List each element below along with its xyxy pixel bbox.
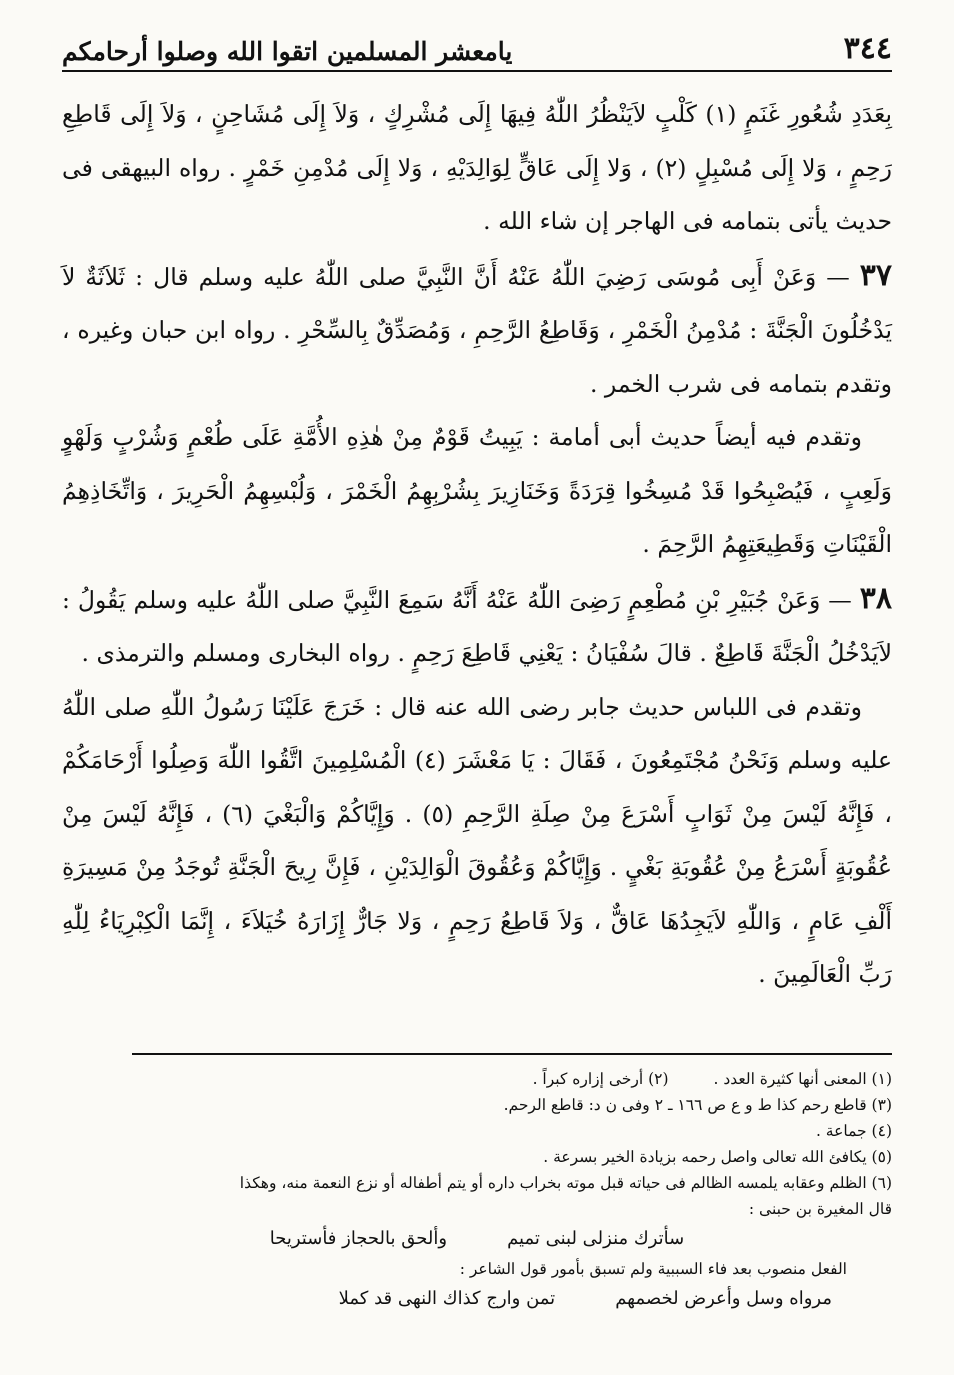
footnote-6: (٦) الظلم وعقابه يلمسه الظالم فى حياته قبل موته بخراب داره أو يتم أطفاله أو نزع النعمة منه، وهكذا <box>239 1174 892 1192</box>
running-title: يامعشر المسلمين اتقوا الله وصلوا أرحامكم <box>62 37 513 66</box>
verse-1-hemistich-1: سأترك منزلى لبنى تميم <box>507 1228 685 1249</box>
footnote-4: (٤) جماعة . <box>815 1122 892 1140</box>
footnote-1: (١) المعنى أنها كثيرة العدد . <box>713 1070 892 1088</box>
main-text <box>62 88 892 1002</box>
paragraph-hadith-37 <box>62 249 892 412</box>
verse-2-hemistich-2: تمن وارج كذاك النهى قد كملا <box>338 1288 556 1309</box>
footnote-divider <box>132 1053 892 1055</box>
paragraph-hadith-38 <box>62 572 892 681</box>
page-header <box>62 28 892 72</box>
verse-2 <box>62 1282 892 1316</box>
paragraph-3: وتقدم فيه أيضاً حديث أبى أمامة : يَبِيتُ قَوْمٌ مِنْ هٰذِهِ الأُمَّةِ عَلَى طُعْمٍ وَشُرْبٍ وَلَهْوٍ وَلَعِبٍ ، فَيُصْبِحُوا قَدْ مُسِخُوا قِرَدَةً وَخَنَازِيرَ بِشُرْبِهِمُ الْخَمْرَ ، وَلُبْسِهِمُ الْحَرِيرَ ، وَاتِّخَاذِهِمُ الْقَيْنَاتِ وَقَطِيعَتِهِمُ الرَّحِمَ . <box>62 423 892 558</box>
footnote-2: (٢) أرخى إزاره كبراً . <box>532 1070 669 1088</box>
footnote-3: (٣) قاطع رحم كذا ط و ع ص ١٦٦ ـ ٢ وفى ن د: قاطع الرحم. <box>503 1096 892 1114</box>
verse-1-hemistich-2: وألحق بالحجاز فأستريحا <box>269 1228 448 1249</box>
verse-2-hemistich-1: مرواه وسل وأعرض لخصمهم <box>615 1288 832 1309</box>
verse-1 <box>62 1222 892 1256</box>
footnote-6-cont: قال المغيرة بن حبنى : <box>748 1200 892 1218</box>
hadith-number-38: ٣٨ <box>859 580 892 616</box>
footnote-5: (٥) يكافئ الله تعالى واصل رحمه بزيادة الخير بسرعة . <box>543 1148 892 1166</box>
hadith-37-text: — وَعَنْ أَبِى مُوسَى رَضِيَ اللّٰهُ عَنْهُ أَنَّ النَّبِيَّ صلى اللّٰهُ عليه وسلم قال : ثَلاَثَةٌ لاَ يَدْخُلُونَ الْجَنَّةَ : مُدْمِنُ الْخَمْرِ ، وَقَاطِعُ الرَّحِمِ ، وَمُصَدِّقٌ بِالسِّحْرِ . رواه ابن حبان وغيره ، وتقدم بتمامه فى شرب الخمر . <box>62 262 892 398</box>
footnote-row-1 <box>62 1066 892 1092</box>
page-number: ٣٤٤ <box>843 31 892 66</box>
footnotes <box>62 1066 892 1316</box>
hadith-38-text: — وَعَنْ جُبَيْرِ بْنِ مُطْعِمٍ رَضِىَ اللّٰهُ عَنْهُ أَنَّهُ سَمِعَ النَّبِيَّ صلى اللّٰهُ عليه وسلم يَقُولُ : لاَيَدْخُلُ الْجَنَّةَ قَاطِعٌ . قالَ سُفْيَانُ : يَعْنِي قَاطِعَ رَحِمٍ . رواه البخارى ومسلم والترمذى . <box>62 585 892 667</box>
hadith-number-37: ٣٧ <box>859 257 892 293</box>
footnote-6-note: الفعل منصوب بعد فاء السببية ولم تسبق بأمور قول الشاعر : <box>459 1260 847 1278</box>
paragraph-1: بِعَدَدِ شُعُورِ غَنَمٍ (١) كَلْبٍ لاَيَنْظُرُ اللّٰهُ فِيهَا إِلَى مُشْرِكٍ ، وَلاَ إِلَى مُشَاحِنٍ ، وَلاَ إِلَى قَاطِعِ رَحِمٍ ، وَلا إِلَى مُسْبِلٍ (٢) ، وَلا إِلَى عَاقٍّ لِوَالِدَيْهِ ، وَلا إِلَى مُدْمِنِ خَمْرٍ . رواه البيهقى فى حديث يأتى بتمامه فى الهاجر إن شاء الله . <box>62 100 892 235</box>
paragraph-5: وتقدم فى اللباس حديث جابر رضى الله عنه قال : خَرَجَ عَلَيْنَا رَسُولُ اللّٰهِ صلى اللّٰهُ عليه وسلم وَنَحْنُ مُجْتَمِعُونَ ، فَقَالَ : يَا مَعْشَرَ (٤) الْمُسْلِمِينَ اتَّقُوا اللّٰهَ وَصِلُوا أَرْحَامَكُمْ ، فَإِنَّهُ لَيْسَ مِنْ ثَوَابٍ أَسْرَعَ مِنْ صِلَةِ الرَّحِمِ (٥) . وَإِيَّاكُمْ وَالْبَغْيَ (٦) ، فَإِنَّهُ لَيْسَ مِنْ عُقُوبَةٍ أَسْرَعُ مِنْ عُقُوبَةِ بَغْيٍ . وَإِيَّاكُمْ وَعُقُوقَ الْوَالِدَيْنِ ، فَإِنَّ رِيحَ الْجَنَّةِ تُوجَدُ مِنْ مَسِيرَةِ أَلْفِ عَامٍ ، وَاللّٰهِ لاَيَجِدُهَا عَاقٌّ ، وَلاَ قَاطِعُ رَحِمٍ ، وَلا جَارٌّ إِزَارَهُ خُيَلاَءَ ، إِنَّمَا الْكِبْرِيَاءُ لِلّٰهِ رَبِّ الْعَالَمِينَ . <box>62 692 892 988</box>
